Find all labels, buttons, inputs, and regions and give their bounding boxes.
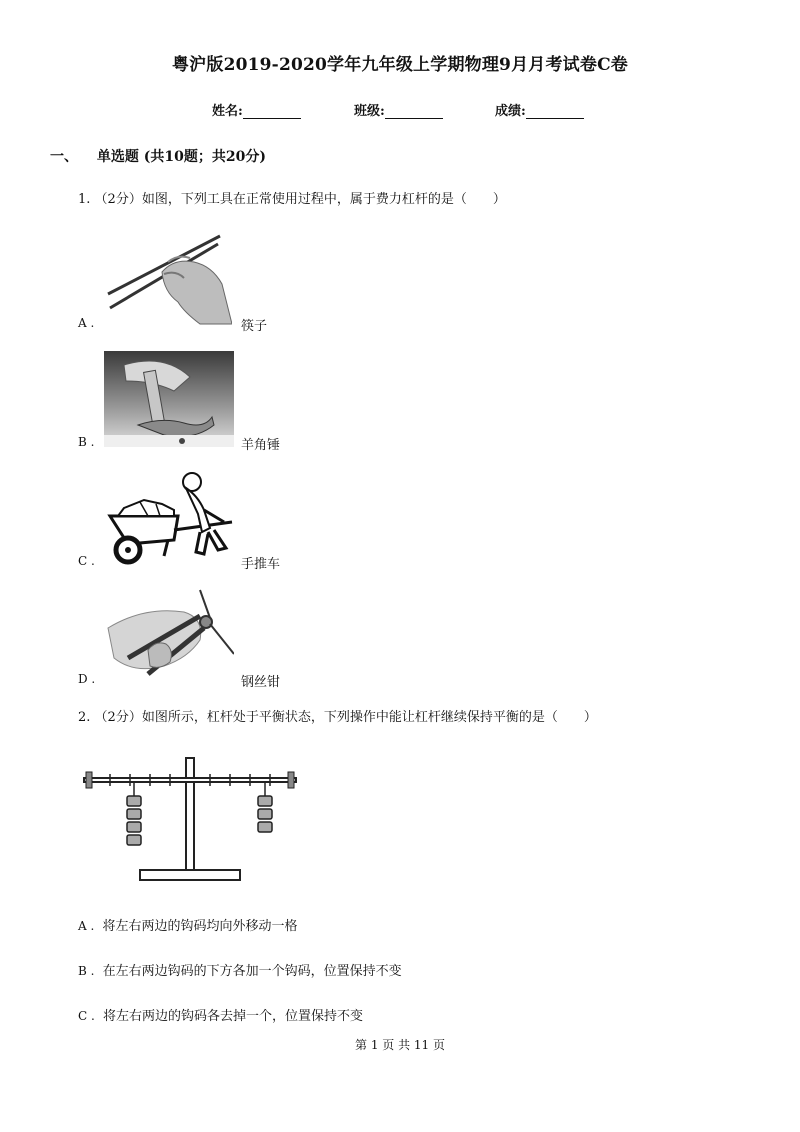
option-text: 将左右两边的钩码各去掉一个，位置保持不变 bbox=[102, 1009, 363, 1024]
section-number: 一、 bbox=[50, 149, 78, 165]
section-heading bbox=[50, 146, 266, 166]
chopsticks-icon bbox=[104, 232, 232, 328]
option-a-text[interactable]: 筷子 bbox=[241, 319, 268, 334]
class-label: 班级: bbox=[354, 104, 385, 119]
name-label: 姓名: bbox=[212, 104, 243, 119]
option-letter: C . bbox=[78, 554, 95, 568]
option-text: 将左右两边的钩码均向外移动一格 bbox=[102, 919, 298, 934]
name-blank[interactable] bbox=[243, 104, 301, 119]
question-number: 1. bbox=[78, 192, 91, 207]
score-field bbox=[495, 100, 584, 119]
question-points: （2分） bbox=[94, 192, 142, 207]
option-letter: A . bbox=[78, 919, 95, 933]
option-text: 在左右两边钩码的下方各加一个钩码，位置保持不变 bbox=[102, 964, 402, 979]
lever-balance-icon bbox=[80, 756, 300, 884]
question-2 bbox=[78, 709, 597, 727]
question-number: 2. bbox=[78, 710, 91, 725]
option-letter: B . bbox=[78, 435, 95, 449]
section-title: 单选题 (共10题；共20分) bbox=[96, 149, 266, 165]
score-label: 成绩: bbox=[495, 104, 526, 119]
page-footer: 第 1 页 共 11 页 bbox=[355, 1038, 445, 1052]
class-field bbox=[354, 100, 443, 119]
score-blank[interactable] bbox=[526, 104, 584, 119]
option-c-text[interactable]: 手推车 bbox=[241, 557, 281, 572]
option-b-text[interactable]: 羊角锤 bbox=[241, 438, 281, 453]
claw-hammer-icon bbox=[104, 351, 234, 447]
option-b[interactable] bbox=[78, 960, 402, 979]
wheelbarrow-icon bbox=[104, 470, 236, 566]
question-1 bbox=[78, 191, 506, 209]
option-d-text[interactable]: 钢丝钳 bbox=[241, 675, 281, 690]
pliers-icon bbox=[104, 588, 234, 684]
option-letter: D . bbox=[78, 672, 96, 686]
page-title: 粤沪版2019-2020学年九年级上学期物理9月月考试卷C卷 bbox=[171, 55, 629, 75]
option-c[interactable] bbox=[78, 1005, 363, 1024]
option-letter: C . bbox=[78, 1009, 95, 1023]
class-blank[interactable] bbox=[385, 104, 443, 119]
question-points: （2分） bbox=[94, 710, 142, 725]
option-letter: A . bbox=[78, 316, 95, 330]
option-letter: B . bbox=[78, 964, 95, 978]
name-field bbox=[212, 100, 301, 119]
question-text: 如图所示，杠杆处于平衡状态，下列操作中能让杠杆继续保持平衡的是（ ） bbox=[141, 710, 597, 725]
option-a[interactable] bbox=[78, 915, 297, 934]
question-text: 如图，下列工具在正常使用过程中，属于费力杠杆的是（ ） bbox=[141, 192, 506, 207]
